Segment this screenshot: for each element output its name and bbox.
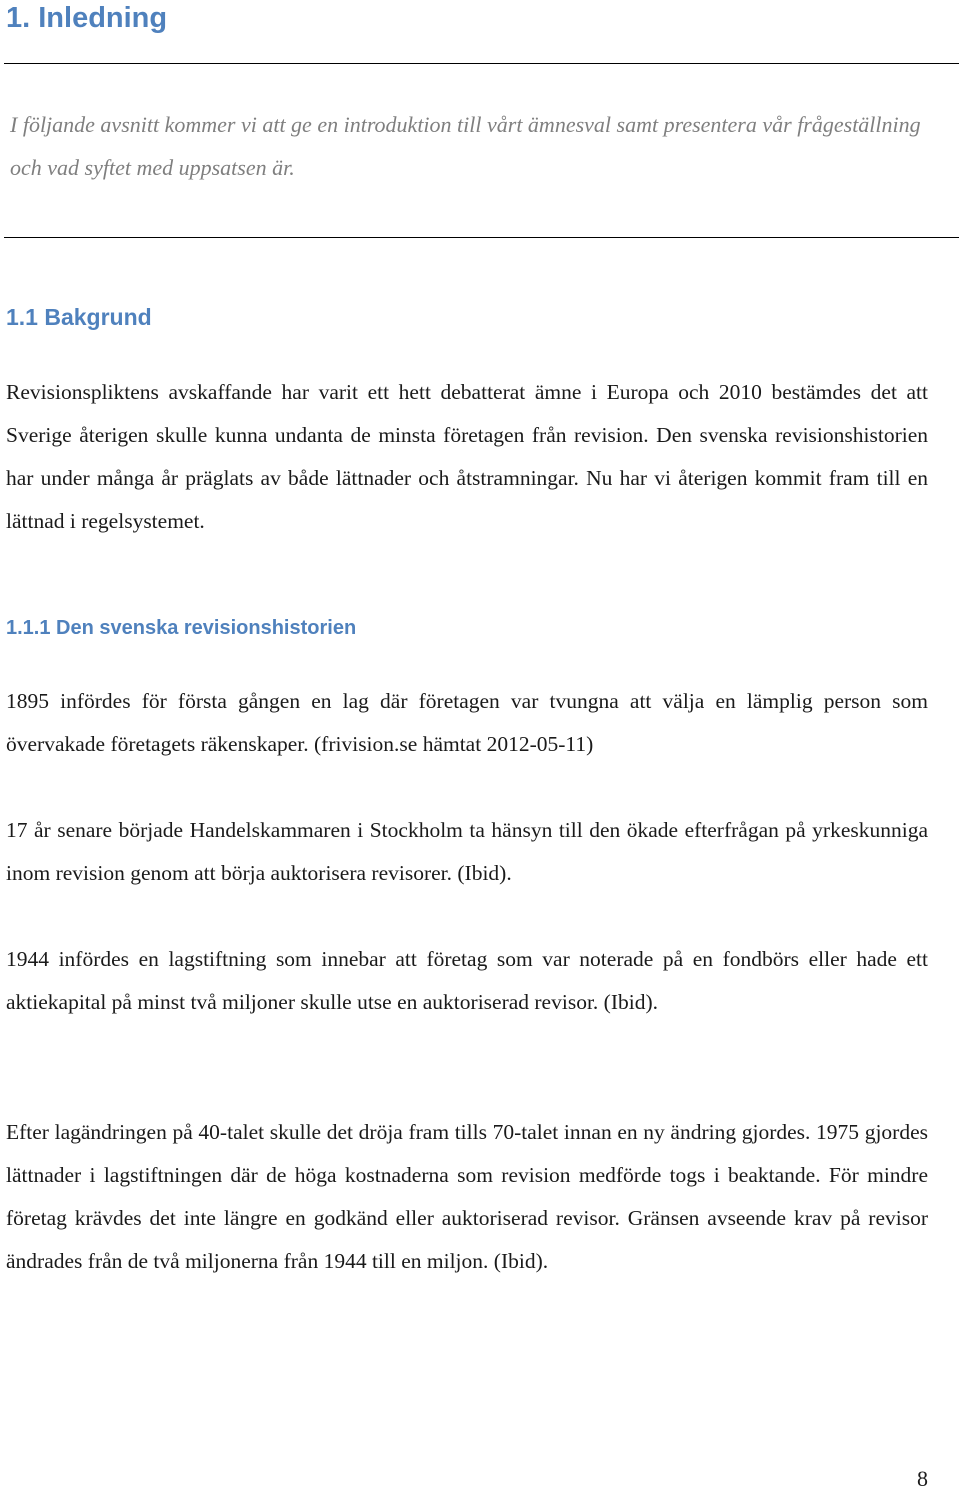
history-paragraph-1895: 1895 infördes för första gången en lag där företagen var tvungna att välja en lämplig person som övervakade företagets räkenskaper. (frivision.se hämtat 2012-05-11) — [6, 689, 928, 756]
history-paragraph-1975: Efter lagändringen på 40-talet skulle det dröja fram tills 70-talet innan en ny ändring gjordes. 1975 gjordes lättnader i lagstiftningen där de höga kostnaderna som revision medförde togs i beaktande. För mindre företag krävdes det inte längre en godkänd eller auktoriserad revisor. Gränsen avseende krav på revisor ändrades från de två miljonerna från 1944 till en miljon. (Ibid). — [6, 1120, 928, 1273]
chapter-intro: I följande avsnitt kommer vi att ge en introduktion till vårt ämnesval samt presentera vår frågeställning och vad syftet med uppsatsen är. — [10, 112, 921, 180]
subsection-heading: 1.1.1 Den svenska revisionshistorien — [6, 617, 357, 639]
section-heading: 1.1 Bakgrund — [6, 304, 152, 330]
history-paragraph-1912: 17 år senare började Handelskammaren i Stockholm ta hänsyn till den ökade efterfrågan på yrkeskunniga inom revision genom att börja auktorisera revisorer. (Ibid). — [6, 818, 928, 885]
history-paragraph-1944: 1944 infördes en lagstiftning som innebar att företag som var noterade på en fondbörs eller hade ett aktiekapital på minst två miljoner skulle utse en auktoriserad revisor. (Ibid). — [6, 947, 928, 1014]
intro-bottom-rule — [4, 237, 959, 238]
chapter-heading: 1. Inledning — [6, 2, 168, 34]
intro-top-rule — [4, 63, 959, 64]
page-number: 8 — [917, 1466, 928, 1491]
section-paragraph: Revisionspliktens avskaffande har varit ett hett debatterat ämne i Europa och 2010 bestämdes det att Sverige återigen skulle kunna undanta de minsta företagen från revision. Den svenska revisionshistorien har under många år präglats av både lättnader och åtstramningar. Nu har vi återigen kommit fram till en lättnad i regelsystemet. — [6, 380, 928, 533]
